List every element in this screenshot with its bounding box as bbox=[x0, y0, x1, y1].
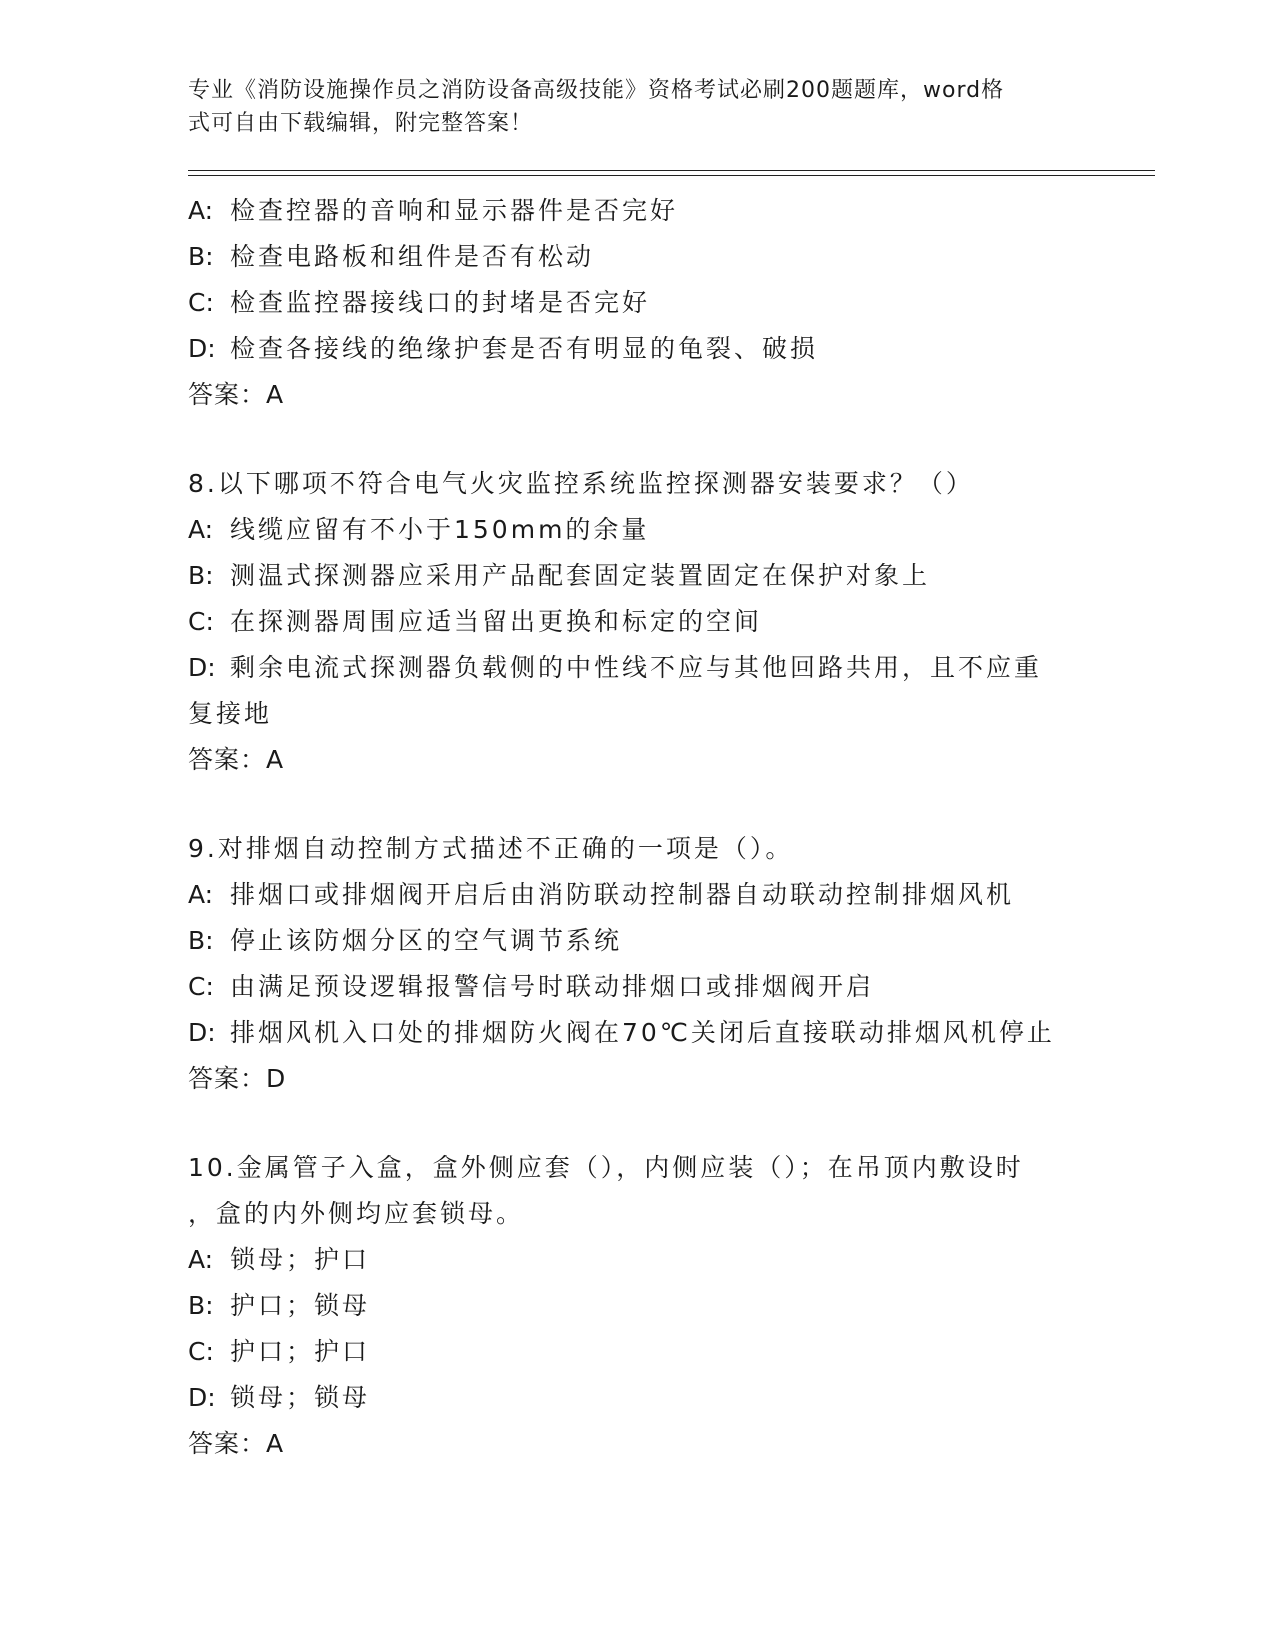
option-text: 检查监控器接线口的封堵是否完好 bbox=[230, 288, 651, 317]
option-a bbox=[188, 507, 1088, 553]
option-letter: B: bbox=[188, 561, 214, 590]
option-letter: C: bbox=[188, 1337, 214, 1366]
option-letter: A: bbox=[188, 880, 214, 909]
option-letter: A: bbox=[188, 515, 214, 544]
option-letter: B: bbox=[188, 242, 214, 271]
answer-line: 答案：A bbox=[188, 745, 285, 774]
option-d bbox=[188, 1010, 1088, 1056]
option-text: 在探测器周围应适当留出更换和标定的空间 bbox=[230, 607, 763, 636]
option-text: 排烟口或排烟阀开启后由消防联动控制器自动联动控制排烟风机 bbox=[230, 880, 1015, 909]
header-divider-top bbox=[188, 170, 1155, 171]
answer-line: 答案：D bbox=[188, 1064, 287, 1093]
option-text: 护口；护口 bbox=[230, 1337, 371, 1366]
option-text: 锁母；护口 bbox=[230, 1245, 371, 1274]
option-d bbox=[188, 645, 1088, 691]
option-letter: A: bbox=[188, 1245, 214, 1274]
question-stem: 10.金属管子入盒，盒外侧应套（），内侧应装（）；在吊顶内敷设时 bbox=[188, 1153, 1024, 1182]
option-b bbox=[188, 1283, 1088, 1329]
option-letter: D: bbox=[188, 1018, 216, 1047]
question-8 bbox=[188, 461, 1088, 783]
header-divider-bottom bbox=[188, 175, 1155, 176]
question-7-continued bbox=[188, 188, 1088, 418]
option-text: 检查控器的音响和显示器件是否完好 bbox=[230, 196, 679, 225]
option-text: 护口；锁母 bbox=[230, 1291, 371, 1320]
option-text: 检查电路板和组件是否有松动 bbox=[230, 242, 595, 271]
question-stem: 8.以下哪项不符合电气火灾监控系统监控探测器安装要求？（） bbox=[188, 469, 974, 498]
option-text: 停止该防烟分区的空气调节系统 bbox=[230, 926, 623, 955]
option-text: 测温式探测器应采用产品配套固定装置固定在保护对象上 bbox=[230, 561, 931, 590]
answer-line: 答案：A bbox=[188, 1429, 285, 1458]
option-a bbox=[188, 188, 1088, 234]
option-text: 检查各接线的绝缘护套是否有明显的龟裂、破损 bbox=[230, 334, 819, 363]
option-text: 由满足预设逻辑报警信号时联动排烟口或排烟阀开启 bbox=[230, 972, 875, 1001]
option-text: 排烟风机入口处的排烟防火阀在70℃关闭后直接联动排烟风机停止 bbox=[230, 1018, 1055, 1047]
question-9 bbox=[188, 826, 1088, 1102]
question-10 bbox=[188, 1145, 1088, 1467]
option-letter: C: bbox=[188, 288, 214, 317]
option-letter: C: bbox=[188, 607, 214, 636]
option-b bbox=[188, 234, 1088, 280]
option-d-continuation: 复接地 bbox=[188, 699, 273, 728]
option-c bbox=[188, 1329, 1088, 1375]
question-stem-continuation: ，盒的内外侧均应套锁母。 bbox=[188, 1199, 525, 1228]
option-d bbox=[188, 326, 1088, 372]
option-b bbox=[188, 553, 1088, 599]
header-line-1: 专业《消防设施操作员之消防设备高级技能》资格考试必刷200题题库，word格 bbox=[188, 78, 1005, 103]
document-header bbox=[188, 74, 1088, 140]
header-line-2: 式可自由下载编辑，附完整答案！ bbox=[188, 111, 534, 136]
option-c bbox=[188, 280, 1088, 326]
option-letter: A: bbox=[188, 196, 214, 225]
option-c bbox=[188, 964, 1088, 1010]
question-list bbox=[188, 188, 1088, 1467]
option-letter: D: bbox=[188, 1383, 216, 1412]
option-letter: D: bbox=[188, 653, 216, 682]
option-a bbox=[188, 1237, 1088, 1283]
option-letter: D: bbox=[188, 334, 216, 363]
option-text: 剩余电流式探测器负载侧的中性线不应与其他回路共用，且不应重 bbox=[230, 653, 1043, 682]
option-a bbox=[188, 872, 1088, 918]
option-letter: B: bbox=[188, 926, 214, 955]
option-c bbox=[188, 599, 1088, 645]
question-stem: 9.对排烟自动控制方式描述不正确的一项是（）。 bbox=[188, 834, 794, 863]
option-b bbox=[188, 918, 1088, 964]
option-text: 锁母；锁母 bbox=[230, 1383, 371, 1412]
option-letter: B: bbox=[188, 1291, 214, 1320]
option-letter: C: bbox=[188, 972, 214, 1001]
option-d bbox=[188, 1375, 1088, 1421]
option-text: 线缆应留有不小于150mm的余量 bbox=[230, 515, 650, 544]
answer-line: 答案：A bbox=[188, 380, 285, 409]
